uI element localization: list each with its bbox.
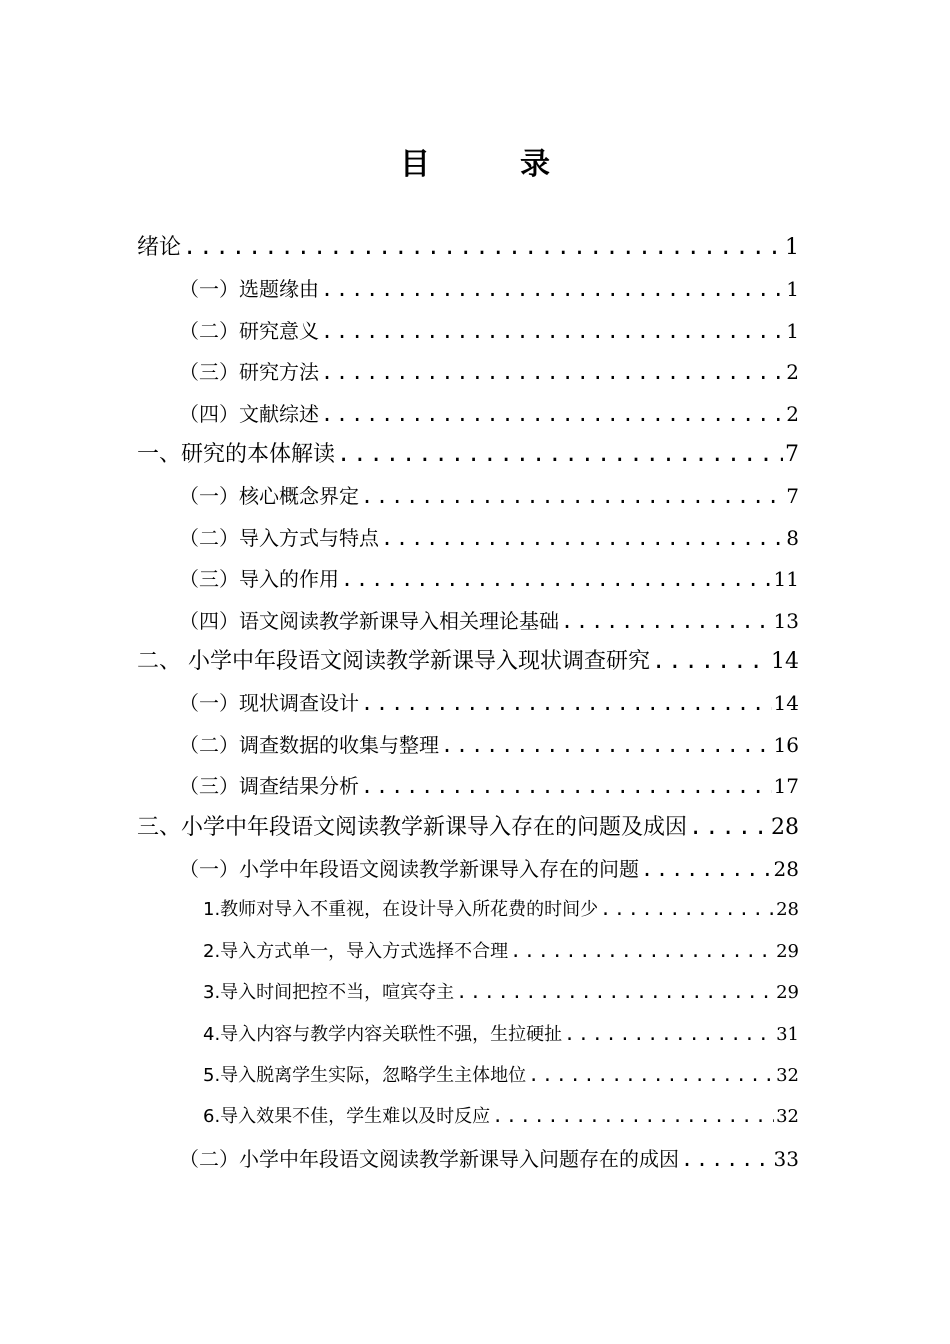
toc-page-number: 28	[773, 857, 799, 881]
toc-leader-dots	[361, 476, 784, 516]
toc-entry-label: 6.导入效果不佳，学生难以及时反应	[203, 1106, 491, 1128]
toc-leader-dots	[641, 849, 772, 889]
toc-entry-label: 2.导入方式单一，导入方式选择不合理	[203, 940, 509, 962]
toc-leader-dots	[652, 642, 769, 682]
toc-page-number: 1	[786, 277, 799, 302]
toc-entry-label: 4.导入内容与教学内容关联性不强，生拉硬扯	[203, 1023, 563, 1045]
toc-page-number: 28	[776, 899, 799, 921]
toc-page-number: 2	[786, 401, 799, 426]
toc-leader-dots	[381, 518, 784, 558]
toc-entry[interactable]	[179, 394, 799, 434]
toc-leader-dots	[600, 890, 774, 930]
page-title: 目 录	[400, 147, 580, 182]
toc-leader-dots	[337, 435, 783, 475]
toc-entry[interactable]	[203, 932, 799, 972]
toc-entry[interactable]	[179, 559, 799, 599]
toc-page-number: 32	[776, 1106, 799, 1128]
toc-entry[interactable]	[179, 766, 799, 806]
toc-entry-label: （二）导入方式与特点	[179, 525, 379, 550]
toc-leader-dots	[321, 269, 784, 309]
toc-page-number: 1	[785, 235, 799, 260]
toc-entry-label: （四）文献综述	[179, 401, 319, 426]
toc-entry-label: 一、研究的本体解读	[137, 442, 336, 467]
toc-leader-dots	[510, 932, 774, 972]
toc-entry-label: （二）小学中年段语文阅读教学新课导入问题存在的成因	[179, 1146, 679, 1171]
toc-leader-dots	[341, 559, 772, 599]
toc-entry-label: （三）调查结果分析	[179, 774, 359, 799]
toc-page-number: 1	[786, 318, 799, 343]
toc-entry-label: 二、 小学中年段语文阅读教学新课导入现状调查研究	[137, 649, 650, 674]
toc-leader-dots	[321, 394, 784, 434]
toc-entry[interactable]	[203, 890, 799, 930]
toc-page-number: 17	[773, 774, 799, 799]
toc-page-number: 7	[785, 442, 799, 467]
toc-leader-dots	[689, 808, 769, 848]
toc-leader-dots	[183, 228, 783, 268]
toc-leader-dots	[528, 1056, 774, 1096]
toc-entry[interactable]	[179, 1139, 799, 1179]
toc-entry-label: （一）核心概念界定	[179, 484, 359, 509]
toc-entry[interactable]	[137, 435, 799, 475]
toc-page-number: 14	[771, 649, 799, 674]
toc-page-number: 29	[776, 982, 799, 1004]
toc-leader-dots	[492, 1097, 774, 1137]
toc-page-number: 16	[773, 732, 799, 757]
toc-entry[interactable]	[179, 725, 799, 765]
toc-entry-label: 绪论	[137, 235, 182, 260]
toc-entry-label: （二）调查数据的收集与整理	[179, 732, 439, 757]
toc-leader-dots	[456, 973, 774, 1013]
toc-page-number: 28	[771, 814, 799, 840]
toc-leader-dots	[681, 1139, 772, 1179]
toc-entry[interactable]	[203, 1056, 799, 1096]
toc-entry-label: （四）语文阅读教学新课导入相关理论基础	[179, 608, 559, 633]
toc-entry-label: 5.导入脱离学生实际，忽略学生主体地位	[203, 1065, 527, 1086]
toc-page-number: 11	[773, 567, 799, 592]
toc-entry[interactable]	[137, 642, 799, 682]
toc-leader-dots	[564, 1015, 774, 1055]
toc-entry[interactable]	[203, 1097, 799, 1137]
toc-entry[interactable]	[179, 352, 799, 392]
toc-leader-dots	[561, 601, 772, 641]
toc-entry-label: 1.教师对导入不重视，在设计导入所花费的时间少	[203, 899, 599, 921]
toc-entry[interactable]	[179, 683, 799, 723]
toc-page-number: 33	[773, 1146, 799, 1171]
toc-leader-dots	[441, 725, 772, 765]
toc-entry-label: （三）研究方法	[179, 360, 319, 385]
toc-page-number: 31	[776, 1023, 799, 1045]
toc-entry-label: （二）研究意义	[179, 318, 319, 343]
toc-entry[interactable]	[179, 476, 799, 516]
toc-entry[interactable]	[137, 228, 799, 268]
toc-entry[interactable]	[137, 808, 799, 848]
toc-page-number: 7	[786, 484, 799, 509]
toc-entry[interactable]	[179, 518, 799, 558]
toc-entry[interactable]	[179, 601, 799, 641]
toc-leader-dots	[321, 311, 784, 351]
toc-page-number: 14	[773, 691, 799, 716]
toc-entry[interactable]	[179, 269, 799, 309]
toc-entry-label: （一）小学中年段语文阅读教学新课导入存在的问题	[179, 857, 639, 881]
toc-leader-dots	[361, 683, 772, 723]
toc-leader-dots	[321, 352, 784, 392]
toc-entry-label: 3.导入时间把控不当，喧宾夺主	[203, 982, 455, 1004]
toc-entry-label: （三）导入的作用	[179, 567, 339, 592]
toc-entry[interactable]	[203, 973, 799, 1013]
toc-leader-dots	[361, 766, 772, 806]
toc-page-number: 8	[786, 525, 799, 550]
toc-entry[interactable]	[179, 849, 799, 889]
toc-entry-label: 三、小学中年段语文阅读教学新课导入存在的问题及成因	[137, 814, 688, 840]
toc-page-number: 32	[776, 1065, 799, 1086]
toc-entry[interactable]	[203, 1015, 799, 1055]
toc-page-number: 29	[776, 940, 799, 962]
toc-page-number: 2	[786, 360, 799, 385]
toc-entry-label: （一）现状调查设计	[179, 691, 359, 716]
toc-entry[interactable]	[179, 311, 799, 351]
toc-entry-label: （一）选题缘由	[179, 277, 319, 302]
toc-page-number: 13	[773, 608, 799, 633]
